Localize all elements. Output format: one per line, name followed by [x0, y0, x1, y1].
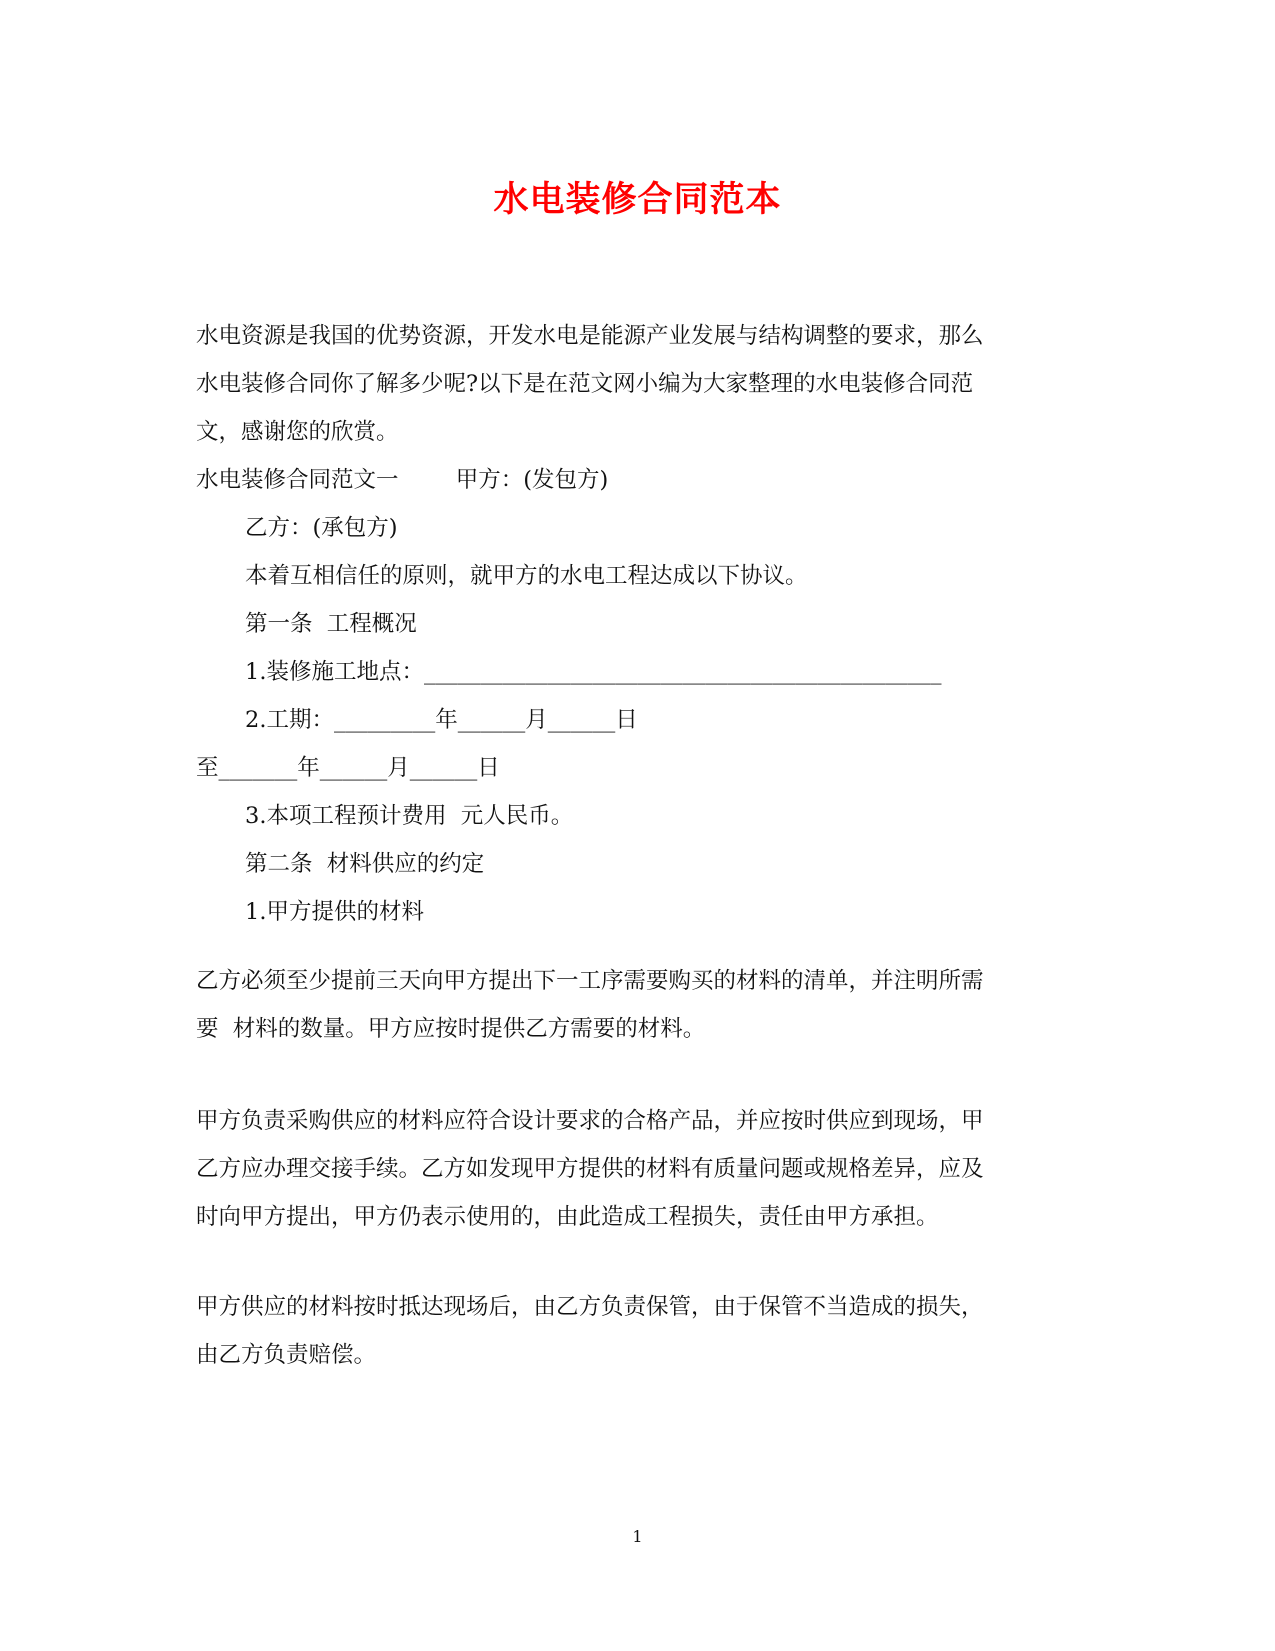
intro-line-2: 水电装修合同你了解多少呢?以下是在范文网小编为大家整理的水电装修合同范: [196, 371, 974, 397]
article-1-title: 第一条 工程概况: [245, 611, 417, 637]
paragraph-c-line-1: 甲方供应的材料按时抵达现场后，由乙方负责保管，由于保管不当造成的损失，: [196, 1294, 984, 1320]
item-2-1: 1.甲方提供的材料: [245, 899, 424, 925]
paragraph-c: [196, 1283, 1076, 1379]
item-1-1: 1.装修施工地点：______________________________________________: [245, 659, 942, 685]
agreement-line: 本着互相信任的原则，就甲方的水电工程达成以下协议。: [245, 563, 808, 589]
paragraph-a-line-1: 乙方必须至少提前三天向甲方提出下一工序需要购买的材料的清单，并注明所需: [196, 968, 984, 994]
item-1-2-continued: 至_______年______月______日: [196, 755, 500, 781]
page-number: 1: [632, 1527, 643, 1546]
intro-line-3: 文，感谢您的欣赏。: [196, 419, 399, 445]
item-1-3: 3.本项工程预计费用 元人民币。: [245, 803, 574, 829]
paragraph-a-line-2: 要 材料的数量。甲方应按时提供乙方需要的材料。: [196, 1016, 706, 1042]
paragraph-b: [196, 1097, 1076, 1241]
paragraph-b-line-2: 乙方应办理交接手续。乙方如发现甲方提供的材料有质量问题或规格差异，应及: [196, 1156, 984, 1182]
paragraph-c-line-2: 由乙方负责赔偿。: [196, 1342, 377, 1368]
item-1-2: 2.工期：_________年______月______日: [245, 707, 638, 733]
intro-block: [196, 312, 1076, 936]
paragraph-b-line-3: 时向甲方提出，甲方仍表示使用的，由此造成工程损失，责任由甲方承担。: [196, 1204, 939, 1230]
paragraph-a: [196, 957, 1076, 1053]
party-b-line: 乙方：(承包方): [245, 515, 398, 541]
contract-heading: 水电装修合同范文一 甲方：(发包方): [196, 467, 609, 493]
paragraph-b-line-1: 甲方负责采购供应的材料应符合设计要求的合格产品，并应按时供应到现场，甲: [196, 1108, 984, 1134]
document-title: 水电装修合同范本: [493, 179, 782, 220]
article-2-title: 第二条 材料供应的约定: [245, 851, 485, 877]
intro-line-1: 水电资源是我国的优势资源，开发水电是能源产业发展与结构调整的要求，那么: [196, 323, 984, 349]
